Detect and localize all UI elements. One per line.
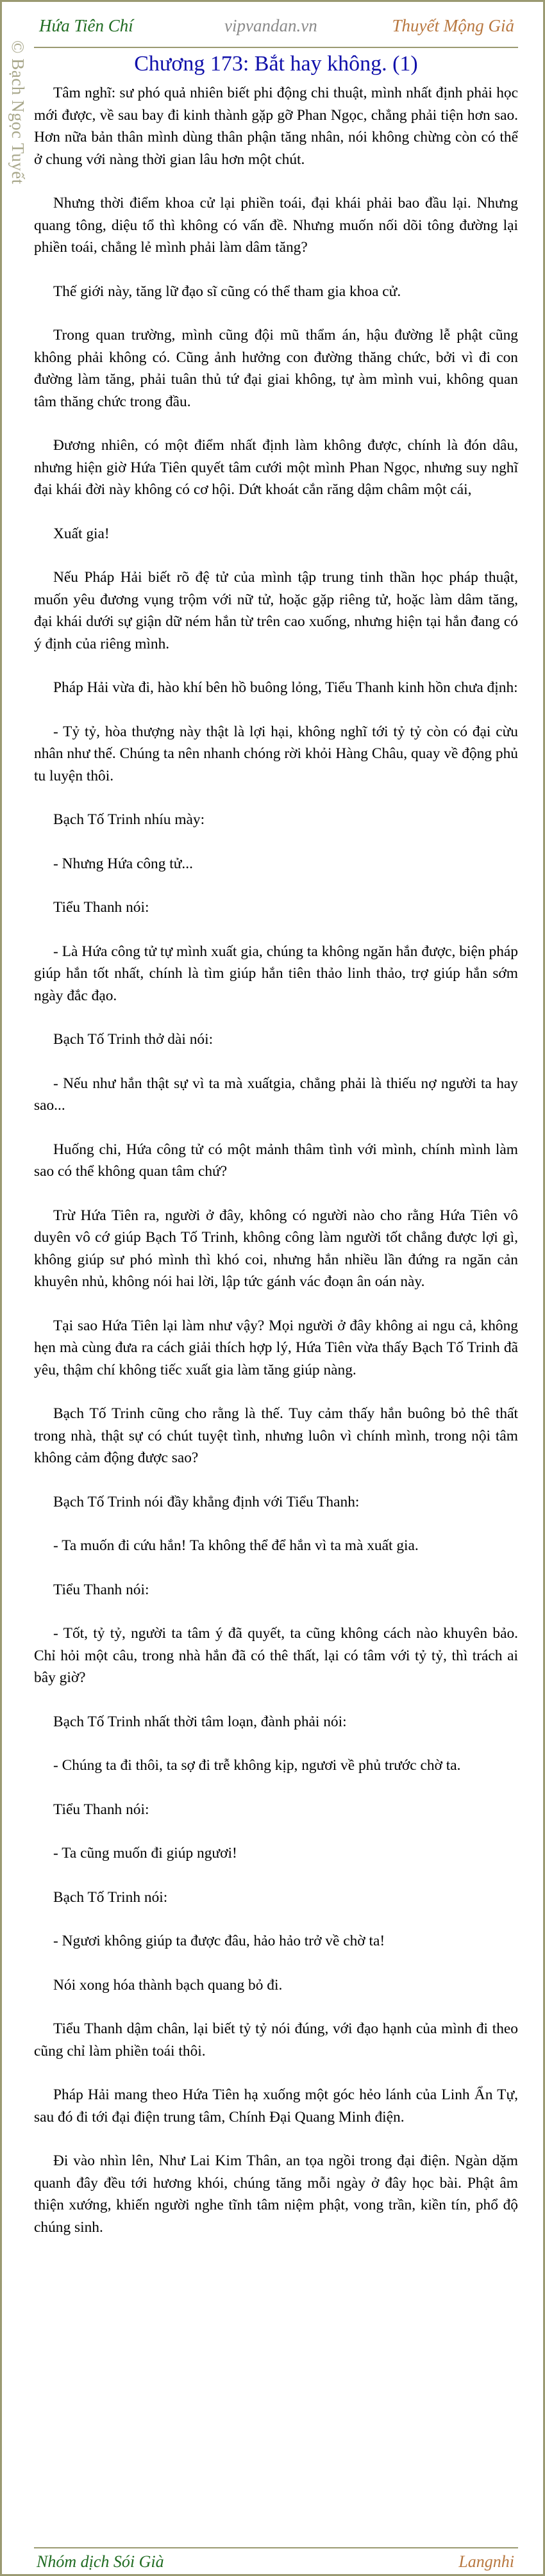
dialogue-line: - Ta muốn đi cứu hắn! Ta không thể để hắn vì ta mà xuất gia. [53, 1537, 419, 1554]
paragraph: Bạch Tố Trinh nói đầy khẳng định với Tiểu Thanh: [53, 1493, 360, 1510]
paragraph: Tâm nghĩ: sư phó quả nhiên biết phi động chi thuật, mình nhất định phải học mới được, về sau bay đi kinh thành gặp gỡ Phan Ngọc, chẳng phải tiện hơn sao. Hơn nữa bản thân mình dùng thân phận tăng nhân, nói không chừng còn có thể ở chung với nàng thời gian lâu hơn một chút. [34, 85, 518, 168]
copyright-watermark [4, 40, 30, 233]
paragraph: Đi vào nhìn lên, Như Lai Kim Thân, an tọa ngồi trong đại điện. Ngàn dặm quanh đây đều tới hương khói, chúng tăng mỗi ngày ở đây học bài. Phật âm thiện xướng, khiến người nghe tĩnh tâm niệm phật, vong trần, kiền tín, phổ độ chúng sinh. [34, 2152, 518, 2236]
dialogue-line: - Là Hứa công tử tự mình xuất gia, chúng ta không ngăn hắn được, biện pháp giúp hắn tốt nhất, chính là tìm giúp hắn tiên thảo linh thảo, trợ giúp hắn sớm ngày đắc đạo. [34, 943, 518, 1004]
paragraph: Nhưng thời điểm khoa cử lại phiền toái, đại khái phải bao đầu lại. Nhưng quang tông, diệu tổ thì không có vấn đề. Nhưng muốn nối dõi tông đường lại phiền toái, chẳng lẻ mình phải làm dâm tăng? [34, 195, 518, 256]
chapter-body [34, 82, 518, 2260]
chapter-title: Chương 173: Bắt hay không. (1) [134, 52, 418, 76]
dialogue-line: - Tỷ tỷ, hòa thượng này thật là lợi hại, không nghĩ tới tỷ tỷ còn có đại cừu nhân như thế. Chúng ta nên nhanh chóng rời khỏi Hàng Châu, quay về động phủ tu luyện thôi. [34, 723, 518, 784]
page-footer [34, 2547, 518, 2574]
paragraph: Thế giới này, tăng lữ đạo sĩ cũng có thể tham gia khoa cử. [53, 283, 401, 300]
paragraph: Nói xong hóa thành bạch quang bỏ đi. [53, 1976, 283, 1994]
paragraph: Pháp Hải vừa đi, hào khí bên hồ buông lỏng, Tiểu Thanh kinh hồn chưa định: [53, 679, 518, 696]
dialogue-line: - Tốt, tỷ tỷ, người ta tâm ý đã quyết, ta cũng không cách nào khuyên bảo. Chỉ hỏi một câu, trong nhà hắn đã có thê thất, lại có tâm với tỷ tỷ, thì trách ai bây giờ? [34, 1625, 518, 1686]
translator-group: Nhóm dịch Sói Già [37, 2552, 164, 2571]
dialogue-line: - Ngươi không giúp ta được đâu, hảo hảo trở về chờ ta! [53, 1933, 385, 1949]
paragraph: Nếu Pháp Hải biết rõ đệ tử của mình tập trung tinh thần học pháp thuật, muốn yêu đương vụng trộm với nữ tử, hoặc gặp riêng tử, hoặc làm dâm tăng, đại khái dưới sự giận dữ ném hắn từ trên cao xuống, nhưng hiện tại hắn đang có ý định của riêng mình. [34, 569, 518, 652]
author-name: Thuyết Mộng Giả [392, 16, 514, 35]
paragraph: Bạch Tố Trinh cũng cho rằng là thế. Tuy cảm thấy hắn buông bỏ thê thất trong nhà, thật sự có chút tuyệt tình, nhưng luôn vì chính mình, trong nội tâm không cảm động được sao? [34, 1405, 518, 1466]
paragraph: Tại sao Hứa Tiên lại làm như vậy? Mọi người ở đây không ai ngu cả, không hẹn mà cùng đưa ra cách giải thích hợp lý, Hứa Tiên vừa thấy Bạch Tố Trinh đã yêu, thậm chí không tiếc xuất gia làm tăng giúp nàng. [34, 1317, 518, 1378]
paragraph: Huống chi, Hứa công tử có một mảnh thâm tình với mình, chính mình làm sao có thể không quan tâm chứ? [34, 1141, 518, 1180]
paragraph: Tiểu Thanh nói: [53, 899, 149, 916]
site-name: vipvandan.vn [224, 16, 317, 35]
page-header [34, 7, 518, 48]
dialogue-line: - Chúng ta đi thôi, ta sợ đi trễ không kịp, ngươi về phủ trước chờ ta. [53, 1757, 461, 1774]
paragraph: Pháp Hải mang theo Hứa Tiên hạ xuống một góc hẻo lánh của Linh Ẩn Tự, sau đó đi tới đại điện trung tâm, Chính Đại Quang Minh điện. [34, 2086, 518, 2126]
paragraph: Đương nhiên, có một điểm nhất định làm không được, chính là đón dâu, nhưng hiện giờ Hứa Tiên quyết tâm cưới một mình Phan Ngọc, nhưng suy nghĩ đại khái đời này không có cơ hội. Dứt khoát cắn răng dậm châm một cái, [34, 437, 518, 498]
paragraph: Trong quan trường, mình cũng đội mũ thẩm án, hậu đường lễ phật cũng không phải không có. Cũng ảnh hưởng con đường thăng chức, bởi vì đi con đường làm tăng, phải tuân thủ tứ đại giai không, tự àm mình vui, không quan tâm thăng chức trong đầu. [34, 327, 518, 410]
dialogue-line: - Nếu như hắn thật sự vì ta mà xuấtgia, chẳng phải là thiếu nợ người ta hay sao... [34, 1075, 518, 1114]
paragraph: Tiểu Thanh nói: [53, 1801, 149, 1818]
book-title: Hứa Tiên Chí [39, 16, 133, 35]
paragraph: Bạch Tố Trinh thở dài nói: [53, 1031, 214, 1048]
editor-name: Langnhi [458, 2552, 514, 2571]
paragraph: Tiểu Thanh dậm chân, lại biết tỷ tỷ nói đúng, với đạo hạnh của mình đi theo cũng chỉ làm phiền toái thôi. [34, 2020, 518, 2060]
paragraph: Xuất gia! [53, 525, 110, 542]
paragraph: Tiểu Thanh nói: [53, 1581, 149, 1598]
dialogue-line: - Nhưng Hứa công tử... [53, 855, 193, 872]
watermark-text: © Bạch Ngọc Tuyết [8, 40, 28, 185]
paragraph: Trừ Hứa Tiên ra, người ở đây, không có người nào cho rằng Hứa Tiên vô duyên vô cớ giúp Bạch Tố Trinh, không công làm người tốt chẳng được lợi gì, không giúp sư phó mình thì khó coi, nhưng hắn nhiều lần đứng ra ngăn cản khuyên nhủ, không nói hai lời, lập tức gánh vác đoạn ân oán này. [34, 1207, 518, 1290]
paragraph: Bạch Tố Trinh nói: [53, 1888, 168, 1906]
paragraph: Bạch Tố Trinh nhíu mày: [53, 811, 205, 828]
dialogue-line: - Ta cũng muốn đi giúp ngươi! [53, 1845, 237, 1862]
paragraph: Bạch Tố Trinh nhất thời tâm loạn, đành phải nói: [53, 1713, 347, 1730]
